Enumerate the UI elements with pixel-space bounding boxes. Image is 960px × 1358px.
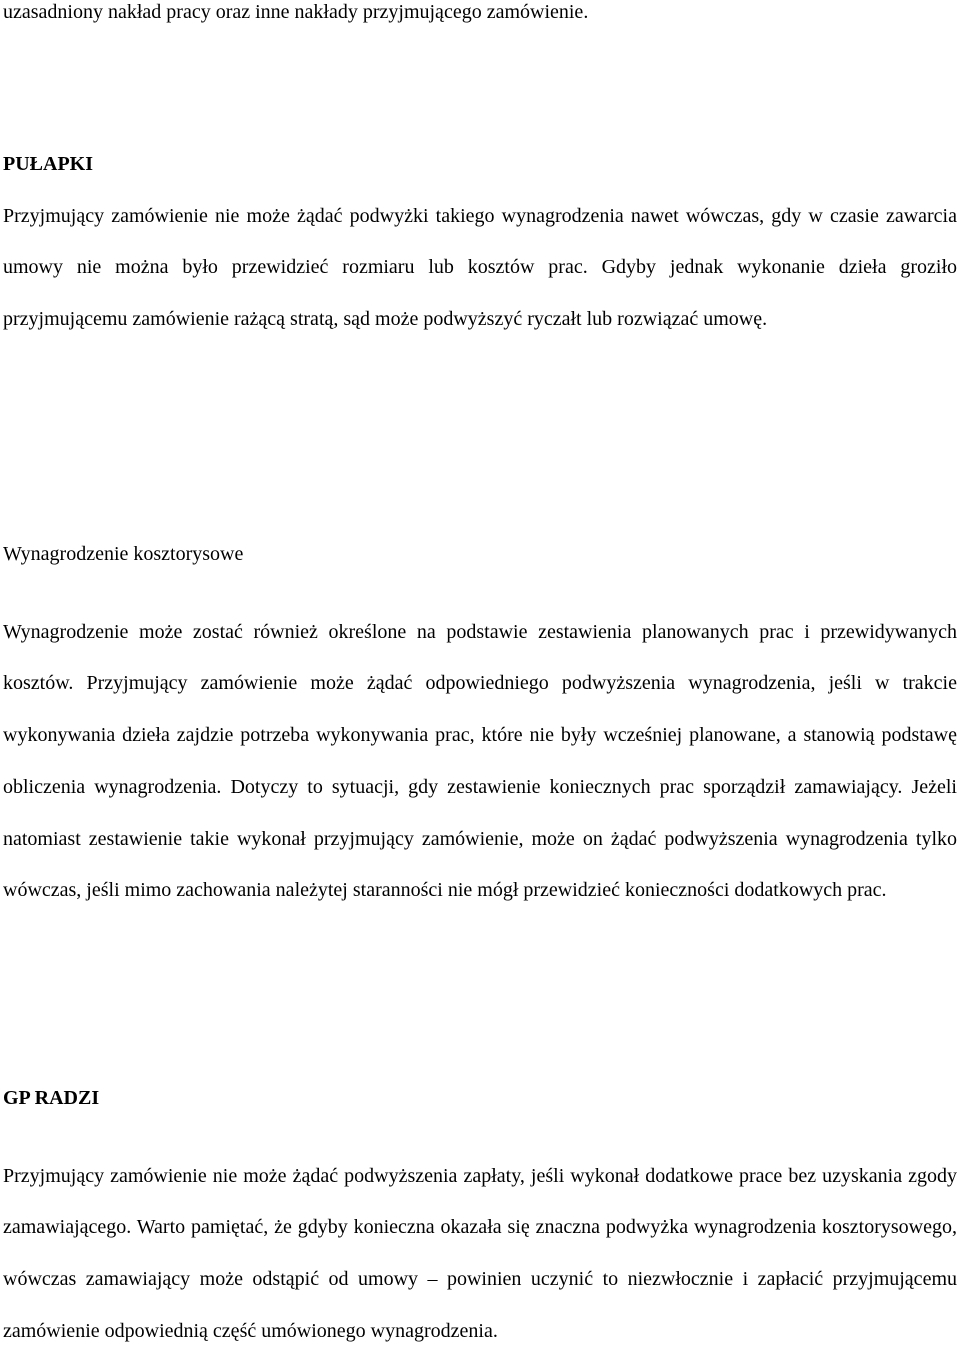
section-wynagrodzenie-kosztorysowe: [3, 529, 957, 917]
paragraph-wynagrodzenie-kosztorysowe: Wynagrodzenie może zostać również określone na podstawie zestawienia planowanych prac i przewidywanych kosztów. Przyjmujący zamówienie może żądać odpowiedniego podwyższenia wynagrodzenia, jeśli w trakcie wykonywania dzieła zajdzie potrzeba wykonywania prac, które nie były wcześniej planowane, a stanowią podstawę obliczenia wynagrodzenia. Dotyczy to sytuacji, gdy zestawienie koniecznych prac sporządził zamawiający. Jeżeli natomiast zestawienie takie wykonał przyjmujący zamówienie, może on żądać podwyższenia wynagrodzenia tylko wówczas, jeśli mimo zachowania należytej staranności nie mógł przewidzieć konieczności dodatkowych prac.: [3, 620, 957, 902]
section-pulapki: [3, 139, 957, 346]
section-gp-radzi: [3, 1073, 957, 1358]
intro-line: uzasadniony nakład pracy oraz inne nakłady przyjmującego zamówienie.: [3, 1, 589, 23]
heading-pulapki: PUŁAPKI: [3, 153, 93, 175]
heading-gp-radzi: GP RADZI: [3, 1087, 100, 1109]
heading-wynagrodzenie-kosztorysowe: Wynagrodzenie kosztorysowe: [3, 543, 244, 565]
paragraph-pulapki: Przyjmujący zamówienie nie może żądać podwyżki takiego wynagrodzenia nawet wówczas, gdy w czasie zawarcia umowy nie można było przewidzieć rozmiaru lub kosztów prac. Gdyby jednak wykonanie dzieła groziło przyjmującemu zamówienie rażącą stratą, sąd może podwyższyć ryczałt lub rozwiązać umowę.: [3, 204, 957, 331]
paragraph-gp-radzi: Przyjmujący zamówienie nie może żądać podwyższenia zapłaty, jeśli wykonał dodatkowe prace bez uzyskania zgody zamawiającego. Warto pamiętać, że gdyby konieczna okazała się znaczna podwyżka wynagrodzenia kosztorysowego, wówczas zamawiający może odstąpić od umowy – powinien uczynić to niezwłocznie i zapłacić przyjmującemu zamówienie odpowiednią część umówionego wynagrodzenia.: [3, 1164, 957, 1342]
